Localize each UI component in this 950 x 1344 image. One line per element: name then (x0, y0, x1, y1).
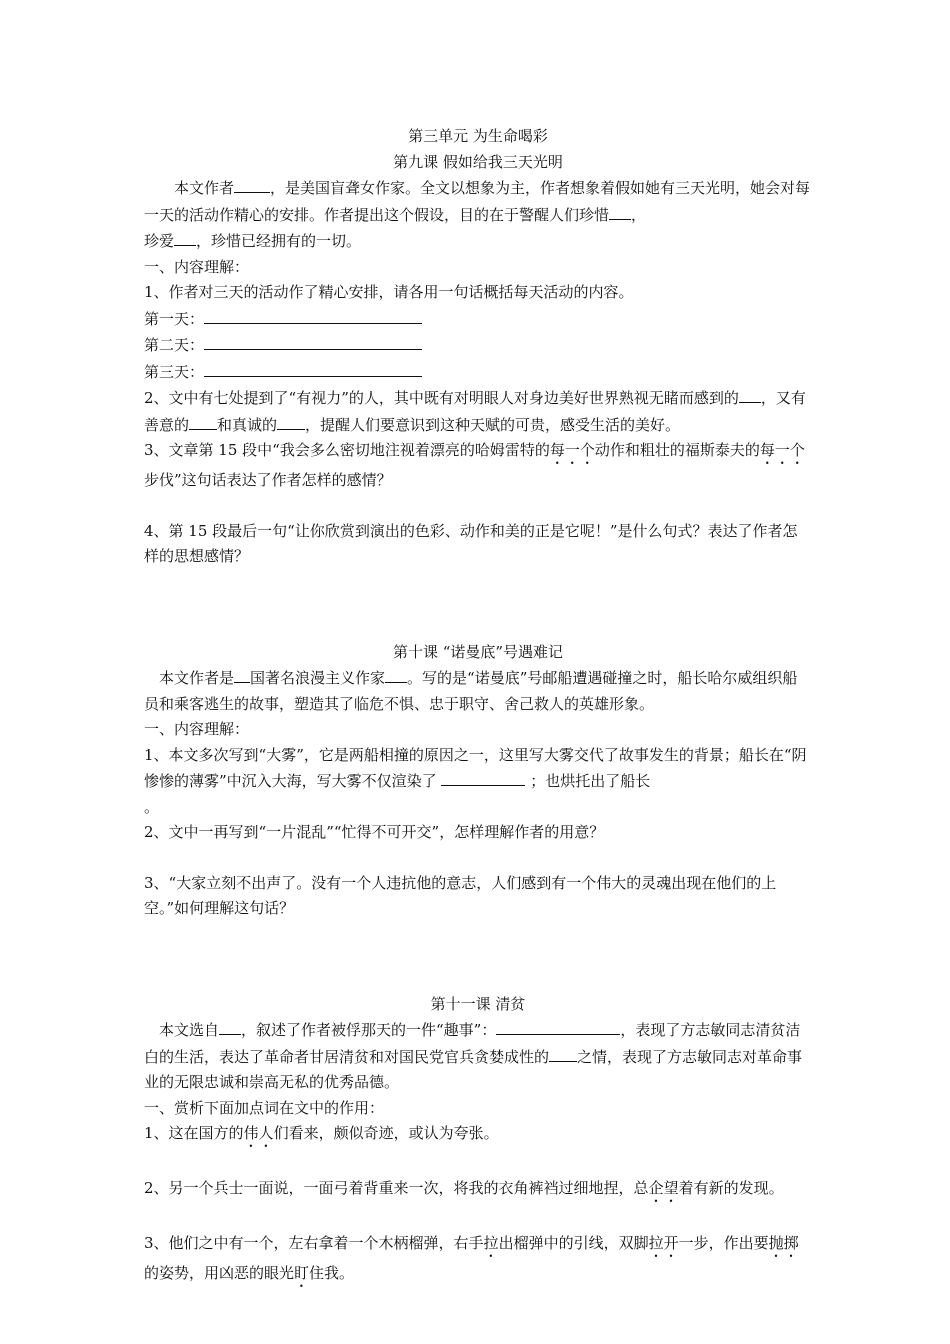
dotted-word: 伟人 (243, 1124, 274, 1142)
fill-blank[interactable] (219, 1017, 241, 1035)
lesson9-title: 第九课 假如给我三天光明 (393, 152, 563, 171)
answer-line[interactable] (204, 332, 422, 350)
lesson10-q2: 2、文中一再写到“一片混乱”“忙得不可开交”，怎样理解作者的用意？ (144, 823, 605, 841)
fill-blank[interactable] (549, 1044, 577, 1062)
dotted-word: 盯 (294, 1264, 310, 1282)
lesson11-q1: 1、这在国方的伟人们看来，颇似奇迹，或认为夸张。 (144, 1124, 499, 1142)
lesson11-q2: 2、另一个兵士一面说，一面弓着背重来一次，将我的衣角裤裆过细地捏，总企望着有新的发现。 (144, 1179, 784, 1197)
fill-blank[interactable] (189, 412, 217, 430)
lesson10-section: 一、内容理解： (144, 720, 250, 738)
dotted-word: 拉 (483, 1234, 499, 1252)
fill-blank[interactable] (174, 228, 196, 246)
lesson9-day1: 第一天： (144, 306, 812, 333)
lesson9-q3: 3、文章第 15 段中“我会多么密切地注视着漂亮的哈姆雷特的每一个动作和粗壮的福斯泰夫的每一个步伐”这句话表达了作者怎样的感情？ (144, 441, 805, 489)
fill-blank[interactable] (739, 385, 761, 403)
dotted-word: 抛掷 (768, 1234, 799, 1252)
lesson11-intro: 本文选自 ，叙述了作者被俘那天的一件“趣事”： ，表现了方志敏同志清贫洁白的生活，表达了革命者甘居清贫和对国民党官兵贪婪成性的 之情，表现了方志敏同志对革命事业的无限忠诚和崇高无私的优秀品德。 (144, 1017, 812, 1096)
lesson9-day3: 第三天： (144, 359, 812, 386)
fill-blank[interactable] (441, 768, 525, 786)
lesson9-section: 一、内容理解： (144, 257, 250, 276)
lesson10-title: 第十课 “诺曼底”号遇难记 (392, 642, 564, 661)
dotted-word: 每一个 (759, 441, 805, 459)
fill-blank[interactable] (277, 412, 305, 430)
fill-blank[interactable] (609, 202, 631, 220)
lesson10-intro: 本文作者是 国著名浪漫主义作家 。写的是“诺曼底”号邮船遭遇碰撞之时，船长哈尔威组织船员和乘客逃生的故事，塑造其了临危不惧、忠于职守、舍己救人的英雄形象。 (144, 665, 812, 717)
dotted-word: 企望 (648, 1179, 679, 1197)
worksheet-page (144, 124, 812, 1291)
lesson11-section: 一、赏析下面加点词在文中的作用： (144, 1098, 385, 1117)
fill-blank[interactable] (234, 665, 250, 683)
fill-blank[interactable] (385, 665, 407, 683)
lesson9-q4: 4、第 15 段最后一句“让你欣赏到演出的色彩、动作和美的正是它呢！”是什么句式？表达了作者怎样的思想感情？ (144, 521, 798, 565)
lesson9-day2: 第二天： (144, 332, 812, 359)
lesson9-q1: 1、作者对三天的活动作了精心安排，请各用一句话概括每天活动的内容。 (144, 283, 634, 301)
fill-blank[interactable] (496, 1017, 620, 1035)
lesson11-title: 第十一课 清贫 (430, 994, 526, 1013)
answer-line[interactable] (204, 359, 422, 377)
lesson9-intro: 本文作者 ，是美国盲聋女作家。全文以想象为主，作者想象着假如她有三天光明，她会对每一天的活动作精心的安排。作者提出这个假设，目的在于警醒人们珍惜 ， 珍爱 ，珍惜已经拥有的一切。 (144, 175, 812, 255)
lesson11-q3: 3、他们之中有一个，左右拿着一个木柄榴弹，右手拉出榴弹中的引线，双脚拉开一步，作出要抛掷的姿势，用凶恶的眼光盯住我。 (144, 1234, 799, 1282)
fill-blank[interactable] (234, 175, 270, 193)
lesson10-q3: 3、“大家立刻不出声了。没有一个人违抗他的意志，人们感到有一个伟大的灵魂出现在他们的上空。”如何理解这句话？ (144, 873, 777, 917)
lesson10-q1: 1、本文多次写到“大雾”，它是两船相撞的原因之一，这里写大雾交代了故事发生的背景；船长在“阴惨惨的薄雾”中沉入大海，写大雾不仅渲染了 ；也烘托出了船长 。 (144, 745, 807, 816)
unit-title: 第三单元 为生命喝彩 (408, 127, 548, 145)
lesson9-q2: 2、文中有七处提到了“有视力”的人，其中既有对明眼人对身边美好世界熟视无睹而感到的 ，又有善意的 和真诚的 ，提醒人们要意识到这种天赋的可贵，感受生活的美好。 (144, 385, 812, 438)
dotted-word: 拉开 (648, 1234, 679, 1252)
answer-line[interactable] (204, 306, 422, 324)
dotted-word: 每一个 (549, 441, 595, 459)
